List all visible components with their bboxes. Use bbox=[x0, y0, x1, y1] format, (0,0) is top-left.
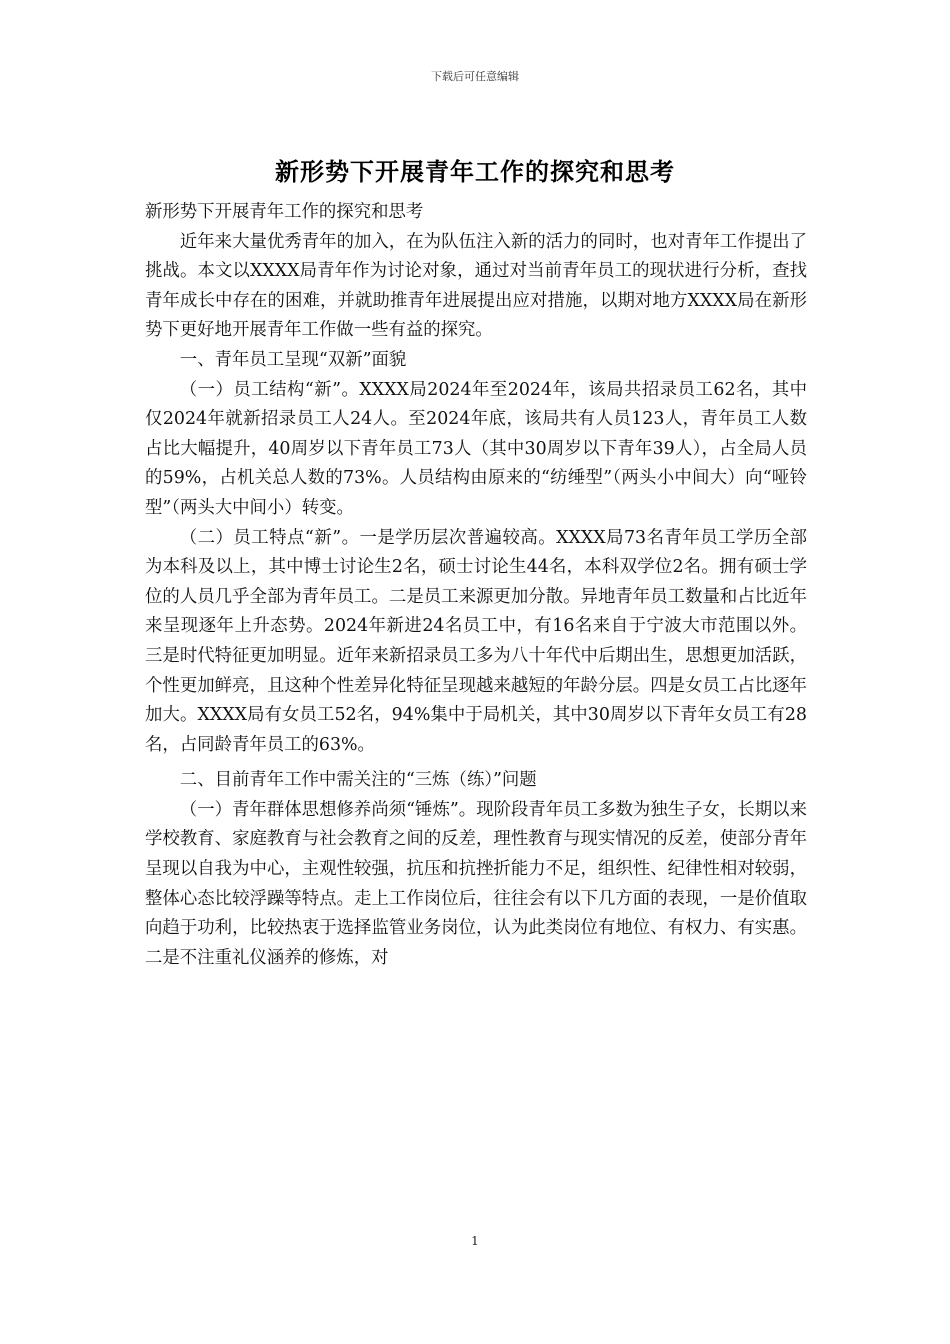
section-heading-2: 二、目前青年工作中需关注的“三炼（练）”问题 bbox=[179, 770, 537, 791]
intro-paragraph: 近年来大量优秀青年的加入，在为队伍注入新的活力的同时，也对青年工作提出了挑战。本文以XXXX局青年作为讨论对象，通过对当前青年员工的现状进行分析，查找青年成长中存在的困难，并就助推青年进展提出应对措施，以期对地方XXXX局在新形势下更好地开展青年工作做一些有益的探究。 bbox=[145, 231, 807, 341]
header-note: 下载后可任意编辑 bbox=[431, 70, 519, 83]
document-title: 新形势下开展青年工作的探究和思考 bbox=[275, 157, 675, 186]
body-paragraph: （二）员工特点“新”。一是学历层次普遍较高。XXXX局73名青年员工学历全部为本科及以上，其中博士讨论生2名，硕士讨论生44名，本科双学位2名。拥有硕士学位的人员几乎全部为青年员工。二是员工来源更加分散。异地青年员工数量和占比近年来呈现逐年上升态势。2024年新进24名员工中，有16名来自于宁波大市范围以外。三是时代特征更加明显。近年来新招录员工多为八十年代中后期出生，思想更加活跃，个性更加鲜亮，且这种个性差异化特征呈现越来越短的年龄分层。四是女员工占比逐年加大。XXXX局有女员工52名，94%集中于局机关，其中30周岁以下青年女员工有28名，占同龄青年员工的63%。 bbox=[145, 527, 807, 755]
page-number: 1 bbox=[471, 1234, 479, 1248]
body-paragraph: （一）员工结构“新”。XXXX局2024年至2024年，该局共招录员工62名，其中仅2024年就新招录员工人24人。至2024年底，该局共有人员123人，青年员工人数占比大幅提升，40周岁以下青年员工73人（其中30周岁以下青年39人），占全局人员的59%，占机关总人数的73%。人员结构由原来的“纺缍型”（两头小中间大）向“哑铃型”（两头大中间小）转变。 bbox=[145, 379, 807, 518]
document-body bbox=[145, 198, 807, 973]
section-heading-1: 一、青年员工呈现“双新”面貌 bbox=[179, 349, 407, 370]
subtitle-paragraph: 新形势下开展青年工作的探究和思考 bbox=[145, 202, 424, 222]
body-paragraph: （一）青年群体思想修养尚须“锤炼”。现阶段青年员工多数为独生子女，长期以来学校教育、家庭教育与社会教育之间的反差，理性教育与现实情况的反差，使部分青年呈现以自我为中心，主观性较强，抗压和抗挫折能力不足，组织性、纪律性相对较弱，整体心态比较浮躁等特点。走上工作岗位后，往往会有以下几方面的表现，一是价值取向趋于功利，比较热衷于选择监管业务岗位，认为此类岗位有地位、有权力、有实惠。二是不注重礼仪涵养的修炼，对 bbox=[145, 799, 807, 968]
